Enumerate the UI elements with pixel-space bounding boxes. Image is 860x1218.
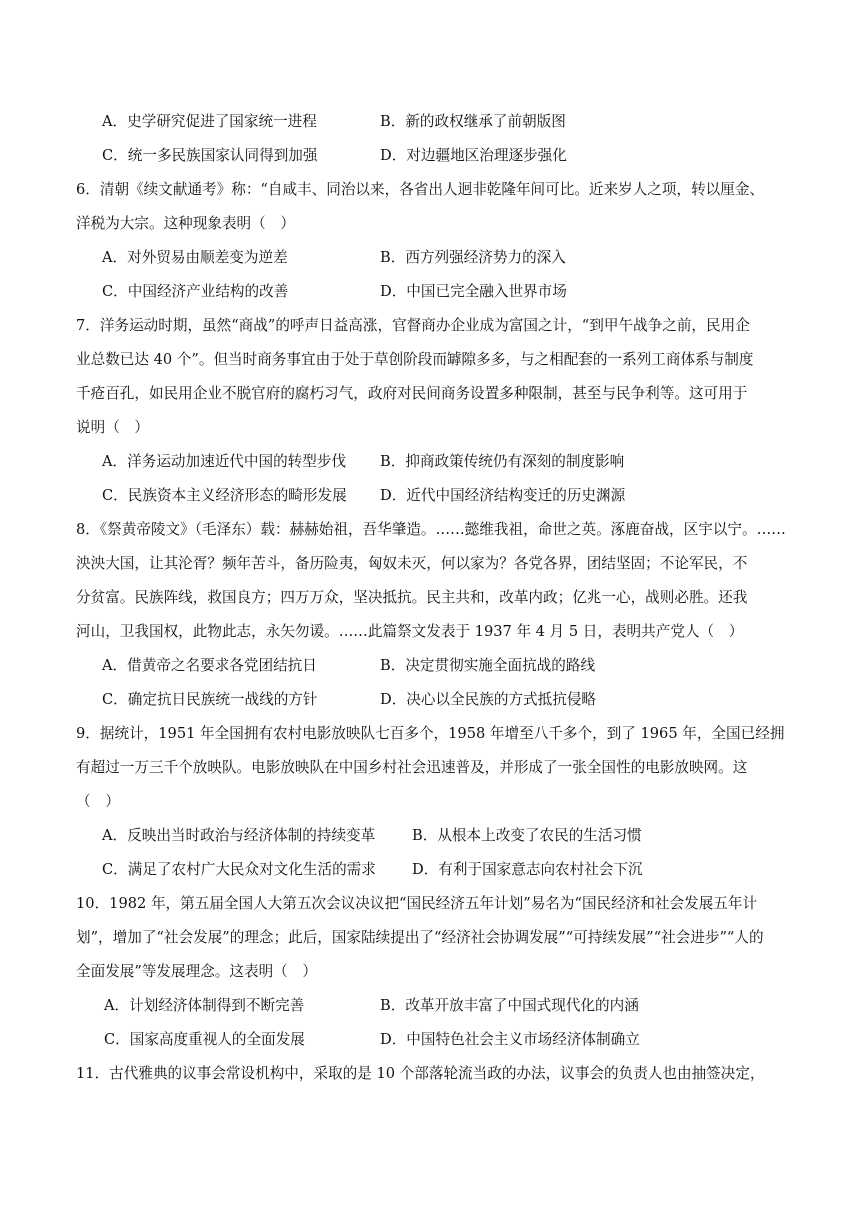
q8-stem-line-2: 泱泱大国，让其沦胥？频年苦斗，备历险夷，匈奴未灭，何以家为？各党各界，团结坚固；不论军民，不 (76, 555, 748, 572)
q8-option-c: C．确定抗日民族统一战线的方针 (102, 691, 318, 708)
q6-stem-line-1: 6．清朝《续文献通考》称：“自咸丰、同治以来，各省出人迥非乾隆年间可比。近来岁人之项，转以厘金、 (76, 181, 765, 198)
q7-stem-line-1: 7．洋务运动时期，虽然“商战”的呼声日益高涨，官督商办企业成为富国之计，“到甲午战争之前，民用企 (76, 317, 750, 334)
q10-stem-line-1: 10．1982 年，第五届全国人大第五次会议决议把“国民经济五年计划”易名为“国民经济和社会发展五年计 (76, 895, 758, 912)
q10-option-b: B．改革开放丰富了中国式现代化的内涵 (380, 997, 639, 1014)
q7-stem-line-3: 千疮百孔，如民用企业不脱官府的腐朽习气，政府对民间商务设置多种限制，甚至与民争利等。这可用于 (76, 385, 748, 402)
q9-stem-line-3: （ ） (76, 793, 120, 810)
q6-option-d: D．中国已完全融入世界市场 (380, 283, 567, 300)
q7-option-c: C．民族资本主义经济形态的畸形发展 (102, 487, 347, 504)
prev-option-a: A．史学研究促进了国家统一进程 (102, 113, 317, 130)
q6-option-a: A．对外贸易由顺差变为逆差 (102, 249, 288, 266)
q10-stem-line-2: 划”，增加了“社会发展”的理念；此后，国家陆续提出了“经济社会协调发展”“可持续发展”“社会进步”“人的 (76, 929, 764, 946)
q6-stem-line-2: 洋税为大宗。这种现象表明（ ） (76, 215, 295, 232)
q8-option-b: B．决定贯彻实施全面抗战的路线 (380, 657, 596, 674)
prev-option-d: D．对边疆地区治理逐步强化 (380, 147, 567, 164)
q10-option-a: A．计划经济体制得到不断完善 (104, 997, 305, 1014)
q8-option-a: A．借黄帝之名要求各党团结抗日 (102, 657, 317, 674)
prev-option-b: B．新的政权继承了前朝版图 (380, 113, 566, 130)
q9-option-a: A．反映出当时政治与经济体制的持续变革 (102, 827, 376, 844)
q8-stem-line-4: 河山，卫我国权，此物此志，永矢勿谖。……此篇祭文发表于 1937 年 4 月 5 日，表明共产党人（ ） (76, 623, 744, 640)
q7-stem-line-2: 业总数已达 40 个”。但当时商务事宜由于处于草创阶段而罅隙多多，与之相配套的一系列工商体系与制度 (76, 351, 754, 368)
q8-option-d: D．决心以全民族的方式抵抗侵略 (380, 691, 597, 708)
q6-option-c: C．中国经济产业结构的改善 (102, 283, 289, 300)
q9-stem-line-1: 9．据统计，1951 年全国拥有农村电影放映队七百多个，1958 年增至八千多个，到了 1965 年，全国已经拥 (76, 725, 785, 742)
q7-option-d: D．近代中国经济结构变迁的历史渊源 (380, 487, 626, 504)
q7-option-b: B．抑商政策传统仍有深刻的制度影响 (380, 453, 625, 470)
q9-stem-line-2: 有超过一万三千个放映队。电影放映队在中国乡村社会迅速普及，并形成了一张全国性的电影放映网。这 (76, 759, 748, 776)
q10-option-c: C．国家高度重视人的全面发展 (104, 1031, 305, 1048)
q7-option-a: A．洋务运动加速近代中国的转型步伐 (102, 453, 347, 470)
q9-option-b: B．从根本上改变了农民的生活习惯 (412, 827, 642, 844)
q10-option-d: D．中国特色社会主义市场经济体制确立 (380, 1031, 640, 1048)
q8-stem-line-1: 8．《祭黄帝陵文》（毛泽东）载：赫赫始祖，吾华肇造。……懿维我祖，命世之英。涿鹿奋战，区宇以宁。…… (76, 521, 786, 538)
q9-option-c: C．满足了农村广大民众对文化生活的需求 (102, 861, 376, 878)
q7-stem-line-4: 说明（ ） (76, 419, 149, 436)
prev-option-c: C．统一多民族国家认同得到加强 (102, 147, 318, 164)
q11-stem-line-1: 11．古代雅典的议事会常设机构中，采取的是 10 个部落轮流当政的办法，议事会的负责人也由抽签决定， (76, 1065, 765, 1082)
q9-option-d: D．有利于国家意志向农村社会下沉 (412, 861, 643, 878)
q8-stem-line-3: 分贫富。民族阵线，救国良方；四万万众，坚决抵抗。民主共和，改革内政；亿兆一心，战则必胜。还我 (76, 589, 748, 606)
q6-option-b: B．西方列强经济势力的深入 (380, 249, 566, 266)
q10-stem-line-3: 全面发展”等发展理念。这表明（ ） (76, 963, 317, 980)
